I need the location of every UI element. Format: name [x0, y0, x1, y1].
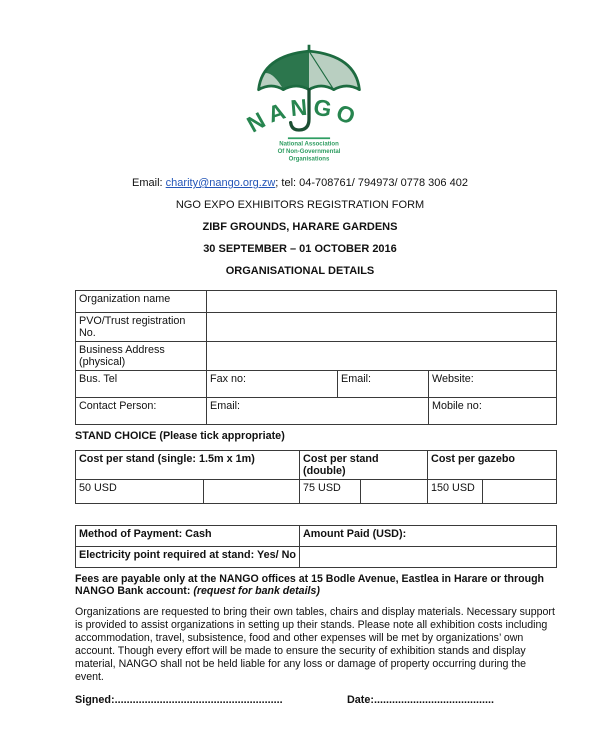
- mobile-no-label: Mobile no:: [429, 398, 557, 425]
- signed-line: [75, 694, 347, 706]
- pvo-registration-label: PVO/Trust registration No.: [76, 313, 207, 342]
- bus-tel-label: Bus. Tel: [76, 371, 207, 398]
- form-title: NGO EXPO EXHIBITORS REGISTRATION FORM: [175, 199, 425, 211]
- telephone-text: ; tel: 04-708761/ 794973/ 0778 306 402: [275, 177, 468, 189]
- logo-caption-line3: Organisations: [288, 156, 330, 163]
- table-row: [76, 398, 557, 425]
- logo-acronym: NANGO: [242, 93, 364, 138]
- organisational-details-table: [75, 290, 557, 425]
- signature-row: [75, 694, 556, 706]
- payment-table: [75, 525, 557, 568]
- business-address-field: [207, 342, 557, 371]
- fees-note-bold: Fees are payable only at the NANGO offices at 15 Bodle Avenue, Eastlea in Harare or through NANGO Bank account:: [75, 573, 545, 597]
- headings-block: [0, 199, 600, 278]
- amount-paid-label: Amount Paid (USD):: [300, 526, 557, 547]
- cost-gazebo-tick-cell: [483, 480, 557, 504]
- form-content: [75, 290, 556, 706]
- umbrella-logo-icon: [240, 42, 378, 163]
- contact-line: [0, 177, 600, 190]
- cost-single-price: 50 USD: [76, 480, 204, 504]
- email-link[interactable]: charity@nango.org.zw: [165, 177, 276, 189]
- fees-note-italic: (request for bank details): [193, 585, 320, 597]
- table-row: [76, 451, 557, 480]
- table-row: [76, 342, 557, 371]
- cost-double-header: Cost per stand (double): [300, 451, 428, 480]
- table-row: [76, 526, 557, 547]
- organization-name-label: Organization name: [76, 291, 207, 313]
- fax-no-label: Fax no:: [207, 371, 338, 398]
- email-label: Email:: [132, 177, 166, 189]
- cost-gazebo-header: Cost per gazebo: [428, 451, 557, 480]
- dates-line: 30 SEPTEMBER – 01 OCTOBER 2016: [203, 243, 397, 255]
- cost-single-tick-cell: [204, 480, 300, 504]
- date-line: [347, 694, 494, 706]
- fees-note: [75, 573, 556, 597]
- cost-double-tick-cell: [361, 480, 428, 504]
- date-label: Date:: [347, 694, 374, 706]
- signed-dotted-line: ........................................................: [114, 694, 283, 706]
- table-row: [76, 291, 557, 313]
- cost-single-header: Cost per stand (single: 1.5m x 1m): [76, 451, 300, 480]
- business-address-label: Business Address (physical): [76, 342, 207, 371]
- table-row: [76, 313, 557, 342]
- table-row: [76, 371, 557, 398]
- stand-cost-table: [75, 450, 557, 504]
- section-heading-organisational-details: ORGANISATIONAL DETAILS: [225, 265, 375, 277]
- payment-method-label: Method of Payment: Cash: [76, 526, 300, 547]
- contact-email-label: Email:: [207, 398, 429, 425]
- date-dotted-line: ........................................: [374, 694, 494, 706]
- terms-paragraph: Organizations are requested to bring their own tables, chairs and display materials. Necessary support is provided to assist organizations in setting up their stands. Please note all exhibition costs including accommodation, travel, subsistence, food and other expenses will be met by organizations’ own account. Though every effort will be made to ensure the security of exhibition stands and display material, NANGO shall not be held liable for any loss or damage of property occurring during the event.: [75, 606, 555, 683]
- signed-label: Signed:: [75, 694, 115, 706]
- logo-caption-line1: National Association: [279, 141, 339, 148]
- electricity-field: [300, 547, 557, 568]
- contact-person-label: Contact Person:: [76, 398, 207, 425]
- email-field-label: Email:: [338, 371, 429, 398]
- logo-caption-line2: Of Non-Governmental: [277, 148, 341, 155]
- table-row: [76, 480, 557, 504]
- electricity-point-label: Electricity point required at stand: Yes/ No: [76, 547, 300, 568]
- venue-line: ZIBF GROUNDS, HARARE GARDENS: [202, 221, 398, 233]
- cost-double-price: 75 USD: [300, 480, 361, 504]
- stand-choice-heading: STAND CHOICE (Please tick appropriate): [75, 430, 285, 442]
- organization-name-field: [207, 291, 557, 313]
- website-label: Website:: [429, 371, 557, 398]
- cost-gazebo-price: 150 USD: [428, 480, 483, 504]
- nango-logo: [240, 42, 378, 163]
- table-row: [76, 547, 557, 568]
- pvo-registration-field: [207, 313, 557, 342]
